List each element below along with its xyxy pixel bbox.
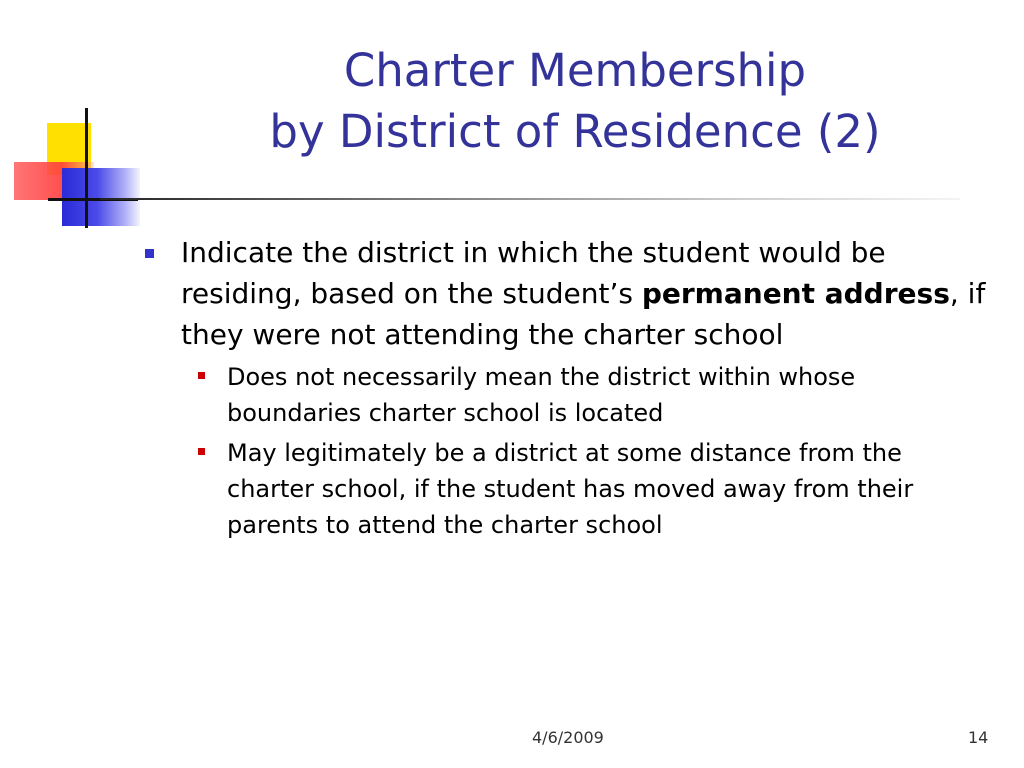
page-number: 14 [968,728,989,747]
title-line-2: by District of Residence (2) [269,105,881,158]
sub-bullet-icon [198,372,205,379]
decorative-squares-logo [0,0,150,240]
slide-body [145,232,995,547]
bullet-text-before: Indicate the district in which the student would be residing, based on the student’s [181,236,886,310]
bullet-text-after: , if they were not attending the charter school [181,277,986,351]
bullet-text-bold: permanent address [641,277,950,310]
slide-title [160,40,990,162]
sub-bullet-item [145,359,995,431]
blue-square [62,168,140,226]
sub-bullet-icon [198,448,205,455]
footer-date: 4/6/2009 [532,728,604,747]
square-bullet-icon [145,249,154,258]
sub-bullet-text: May legitimately be a district at some distance from the charter school, if the student has moved away from their parents to attend the charter school [227,439,914,539]
sub-bullet-list [145,359,995,543]
sub-bullet-item [145,435,995,543]
title-line-1: Charter Membership [343,44,807,97]
sub-bullet-text: Does not necessarily mean the district within whose boundaries charter school is located [227,363,856,427]
vertical-line [85,108,88,228]
title-divider [100,198,960,200]
bullet-item [145,232,995,355]
